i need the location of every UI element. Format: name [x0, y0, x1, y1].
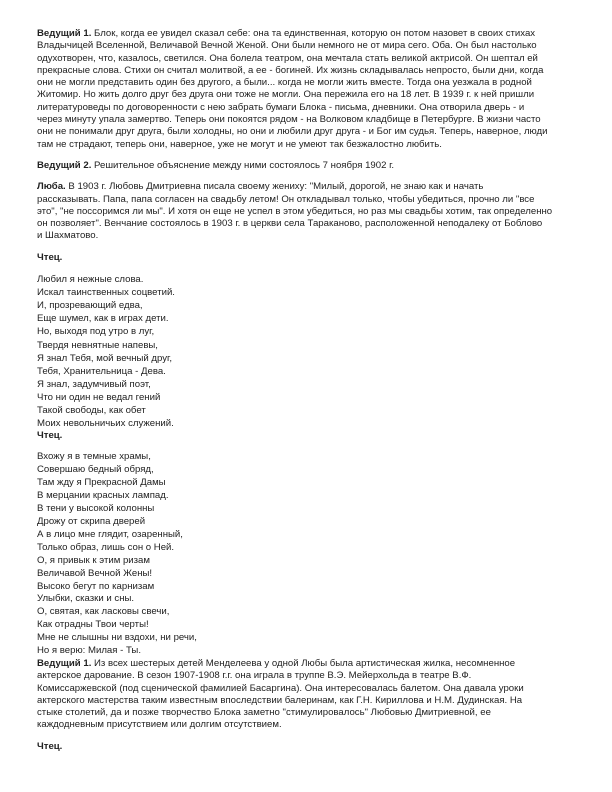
speaker-label: Ведущий 1.: [37, 657, 92, 669]
text-line: это", "не поссоримся ли мы". И хотя он еще не успел в этом убедиться, но раз мы свадьбы хотим, так определенно: [37, 205, 553, 217]
poem-line: Я знал, задумчивый поэт,: [37, 378, 151, 390]
text-line: он позволяет". Венчание состоялось в 1903 г. в церкви села Тараканово, расположенной неподалеку от Боблово: [37, 218, 543, 230]
poem-line: Такой свободы, как обет: [37, 404, 146, 416]
poem-line: О, я привык к этим ризам: [37, 554, 150, 566]
poem-line: Как отрадны Твои черты!: [37, 619, 149, 631]
poem-2: [37, 451, 585, 658]
poem-line: В тени у высокой колонны: [37, 503, 155, 515]
text-line: актерское дарование. В сезон 1907-1908 г.г. она играла в труппе В.Э. Мейерхольда в театре В.Ф.: [37, 670, 472, 682]
poem-line: Но, выходя под утро в луг,: [37, 326, 155, 338]
paragraph-vedushchiy-1: [37, 28, 585, 151]
poem-line: Моих невольничьих служений.: [37, 418, 174, 430]
spacer: [37, 151, 585, 160]
poem-line: Улыбки, сказки и сны.: [37, 593, 135, 605]
poem-1: [37, 273, 585, 430]
text-line: Ведущий 2. Решительное объяснение между ними состоялось 7 ноября 1902 г.: [37, 159, 395, 171]
text-line: литературоведы по договоренности с нею забрать бумаги Блока - письма, дневники. Она отворила дверь - и: [37, 101, 525, 113]
poem-line: Только образ, лишь сон о Ней.: [37, 541, 175, 553]
text-line: актерского мастерства таким известным впоследствии балеринам, как Г.Н. Кириллова и Н.М. Дудинская. На: [37, 694, 523, 706]
paragraph-vedushchiy-1-second: [37, 658, 585, 732]
poem-line: Я знал Тебя, мой вечный друг,: [37, 352, 173, 364]
text-line: они не понимали друг друга, были холодны, но они и любили друг друга - и Бог им судья. Теперь, наверное, люди: [37, 126, 548, 138]
spacer: [37, 442, 585, 451]
poem-line: А в лицо мне глядит, озаренный,: [37, 528, 183, 540]
text-line: одухотворен, что, казалось, светился. Она болела театром, она мечтала стать великой актрисой. Он шептал ей: [37, 52, 538, 64]
text-line: Житомир. Но жить долго друг без друга они тоже не могли. Она пережила его на 18 лет. В 1939 г. к ней пришли: [37, 89, 535, 101]
text-line: прекрасные слова. Стихи он считал молитвой, а ее - богиней. Их жизнь складывалась непросто, были дни, когда: [37, 64, 544, 76]
document-page: [37, 28, 585, 753]
poem-line: Высоко бегут по карнизам: [37, 580, 155, 592]
spacer: [37, 243, 585, 252]
text-line: Люба. В 1903 г. Любовь Дмитриевна писала своему жениху: "Милый, дорогой, не знаю как и начать: [37, 181, 484, 193]
spacer: [37, 732, 585, 741]
speaker-label: Ведущий 2.: [37, 159, 92, 171]
poem-line: Дрожу от скрипа дверей: [37, 516, 146, 527]
poem-line: Величавой Вечной Жены!: [37, 567, 153, 579]
text-line: и Шахматово.: [37, 230, 99, 242]
poem-line: Еще шумел, как в играх дети.: [37, 313, 169, 325]
poem-line: Тебя, Хранительница - Дева.: [37, 365, 166, 377]
poem-line: Но я верю: Милая - Ты.: [37, 645, 141, 657]
text-line: Комиссаржевской (под сценической фамилией Басаргина). Она интересовалась балетом. Она давала уроки: [37, 682, 524, 694]
reader-heading: Чтец.: [37, 740, 63, 752]
poem-line: Твердя невнятные напевы,: [37, 339, 158, 351]
poem-line: Искал таинственных соцветий.: [37, 287, 175, 299]
speaker-label: Ведущий 1.: [37, 28, 92, 39]
text-line: там не страдают, теперь они, наверное, уже не могут и не умеют так безжалостно любить.: [37, 138, 442, 150]
text-line: стыке столетий, да и позже творчество Блока заметно "стимулировалось" Любовью Дмитриевной, ее: [37, 707, 491, 719]
text-line: Ведущий 1. Блок, когда ее увидел сказал себе: она та единственная, которую он потом назовет в своих стихах: [37, 28, 536, 39]
reader-heading: Чтец.: [37, 430, 63, 442]
poem-line: Что ни один не ведал гений: [37, 391, 161, 403]
poem-line: Мне не слышны ни вздохи, ни речи,: [37, 632, 197, 644]
poem-line: Совершаю бедный обряд,: [37, 464, 154, 476]
reader-heading: Чтец.: [37, 251, 63, 263]
spacer: [37, 264, 585, 273]
poem-line: Вхожу я в темные храмы,: [37, 451, 151, 463]
text-line: Владычицей Вселенной, Величавой Вечной Женой. Они были немного не от мира сего. Оба. Он был настолько: [37, 40, 537, 52]
poem-line: О, святая, как ласковы свечи,: [37, 606, 170, 618]
spacer: [37, 172, 585, 181]
text-line: они не могли представить один без другого, а были... когда не могли жить вместе. Тогда она уезжала в родной: [37, 77, 532, 89]
text-line: рассказывать. Папа, папа согласен на свадьбу летом! Он откладывал только, чтобы убедиться, прочно ли "все: [37, 193, 535, 205]
poem-line: И, прозревающий едва,: [37, 300, 143, 312]
text-line: Ведущий 1. Из всех шестерых детей Менделеева у одной Любы была артистическая жилка, несомненное: [37, 657, 516, 669]
text-line: каждодневным присутствием или долгим отсутствием.: [37, 719, 282, 731]
speaker-label: Люба.: [37, 181, 66, 193]
poem-line: В мерцании красных лампад.: [37, 490, 169, 502]
poem-line: Там жду я Прекрасной Дамы: [37, 477, 166, 489]
paragraph-lyuba: [37, 181, 585, 242]
poem-line: Любил я нежные слова.: [37, 274, 144, 286]
paragraph-vedushchiy-2: [37, 160, 585, 172]
text-line: через минуту упала замертво. Теперь они покоятся рядом - на Волковом кладбище в Петербурге. В жизни часто: [37, 114, 541, 126]
